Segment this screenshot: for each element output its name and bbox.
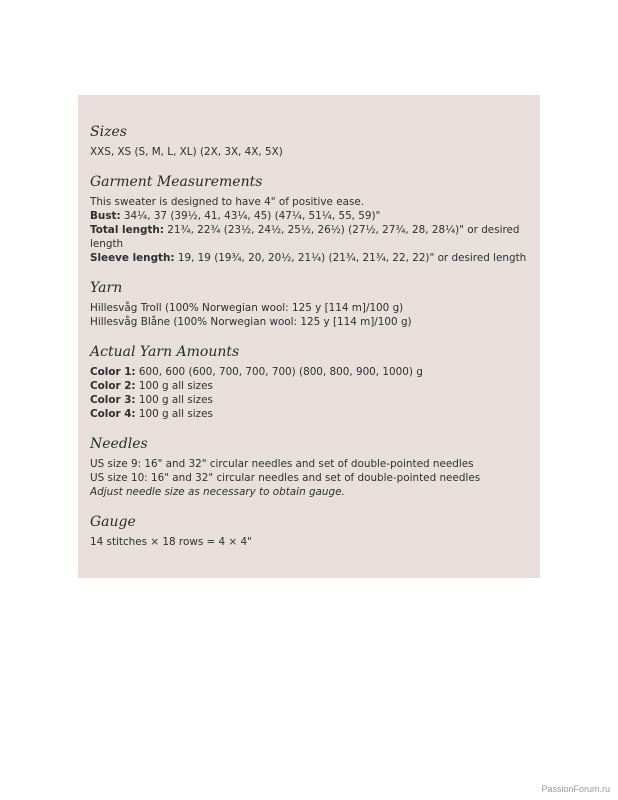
sizes-text: XXS, XS (S, M, L, XL) (2X, 3X, 4X, 5X) [90,146,283,158]
bust-line [90,209,528,223]
sleeve-length-line [90,251,528,265]
total-length-value: 21¾, 22¾ (23½, 24½, 25½, 26½) (27½, 27¾, 28, 28¼)" or desired length [90,224,520,250]
color-4-label: Color 4: [90,408,136,420]
color-2-line [90,379,528,393]
color-3-label: Color 3: [90,394,136,406]
yarn-heading: Yarn [90,280,123,296]
needles-line-1: US size 9: 16" and 32" circular needles and set of double-pointed needles [90,458,474,470]
yarn-amounts-heading: Actual Yarn Amounts [90,344,240,360]
color-1-label: Color 1: [90,366,136,378]
needles-section [90,435,528,499]
sizes-section [90,123,528,159]
gauge-text: 14 stitches × 18 rows = 4 × 4" [90,536,252,548]
gauge-heading: Gauge [90,514,136,530]
yarn-line-2: Hillesvåg Blåne (100% Norwegian wool: 125 y [114 m]/100 g) [90,316,412,328]
sleeve-length-label: Sleeve length: [90,252,175,264]
bust-label: Bust: [90,210,121,222]
yarn-line-1: Hillesvåg Troll (100% Norwegian wool: 125 y [114 m]/100 g) [90,302,404,314]
ease-text: This sweater is designed to have 4" of positive ease. [90,196,365,208]
gauge-section [90,513,528,549]
color-1-value: 600, 600 (600, 700, 700, 700) (800, 800, 900, 1000) g [135,366,423,378]
sizes-heading: Sizes [90,124,127,140]
color-4-value: 100 g all sizes [135,408,213,420]
pattern-info-panel [78,95,540,578]
color-2-value: 100 g all sizes [135,380,213,392]
needles-note: Adjust needle size as necessary to obtain gauge. [90,486,345,498]
color-2-label: Color 2: [90,380,136,392]
yarn-section [90,279,528,329]
color-4-line [90,407,528,421]
garment-measurements-section [90,173,528,265]
total-length-label: Total length: [90,224,164,236]
color-1-line [90,365,528,379]
bust-value: 34¼, 37 (39½, 41, 43¼, 45) (47¼, 51¼, 55, 59)" [120,210,381,222]
sleeve-length-value: 19, 19 (19¾, 20, 20½, 21¼) (21¾, 21¾, 22, 22)" or desired length [174,252,527,264]
needles-heading: Needles [90,436,148,452]
color-3-value: 100 g all sizes [135,394,213,406]
yarn-amounts-section [90,343,528,421]
needles-line-2: US size 10: 16" and 32" circular needles and set of double-pointed needles [90,472,481,484]
garment-measurements-heading: Garment Measurements [90,174,263,190]
color-3-line [90,393,528,407]
total-length-line [90,223,528,251]
watermark: PassionForum.ru [541,784,610,794]
